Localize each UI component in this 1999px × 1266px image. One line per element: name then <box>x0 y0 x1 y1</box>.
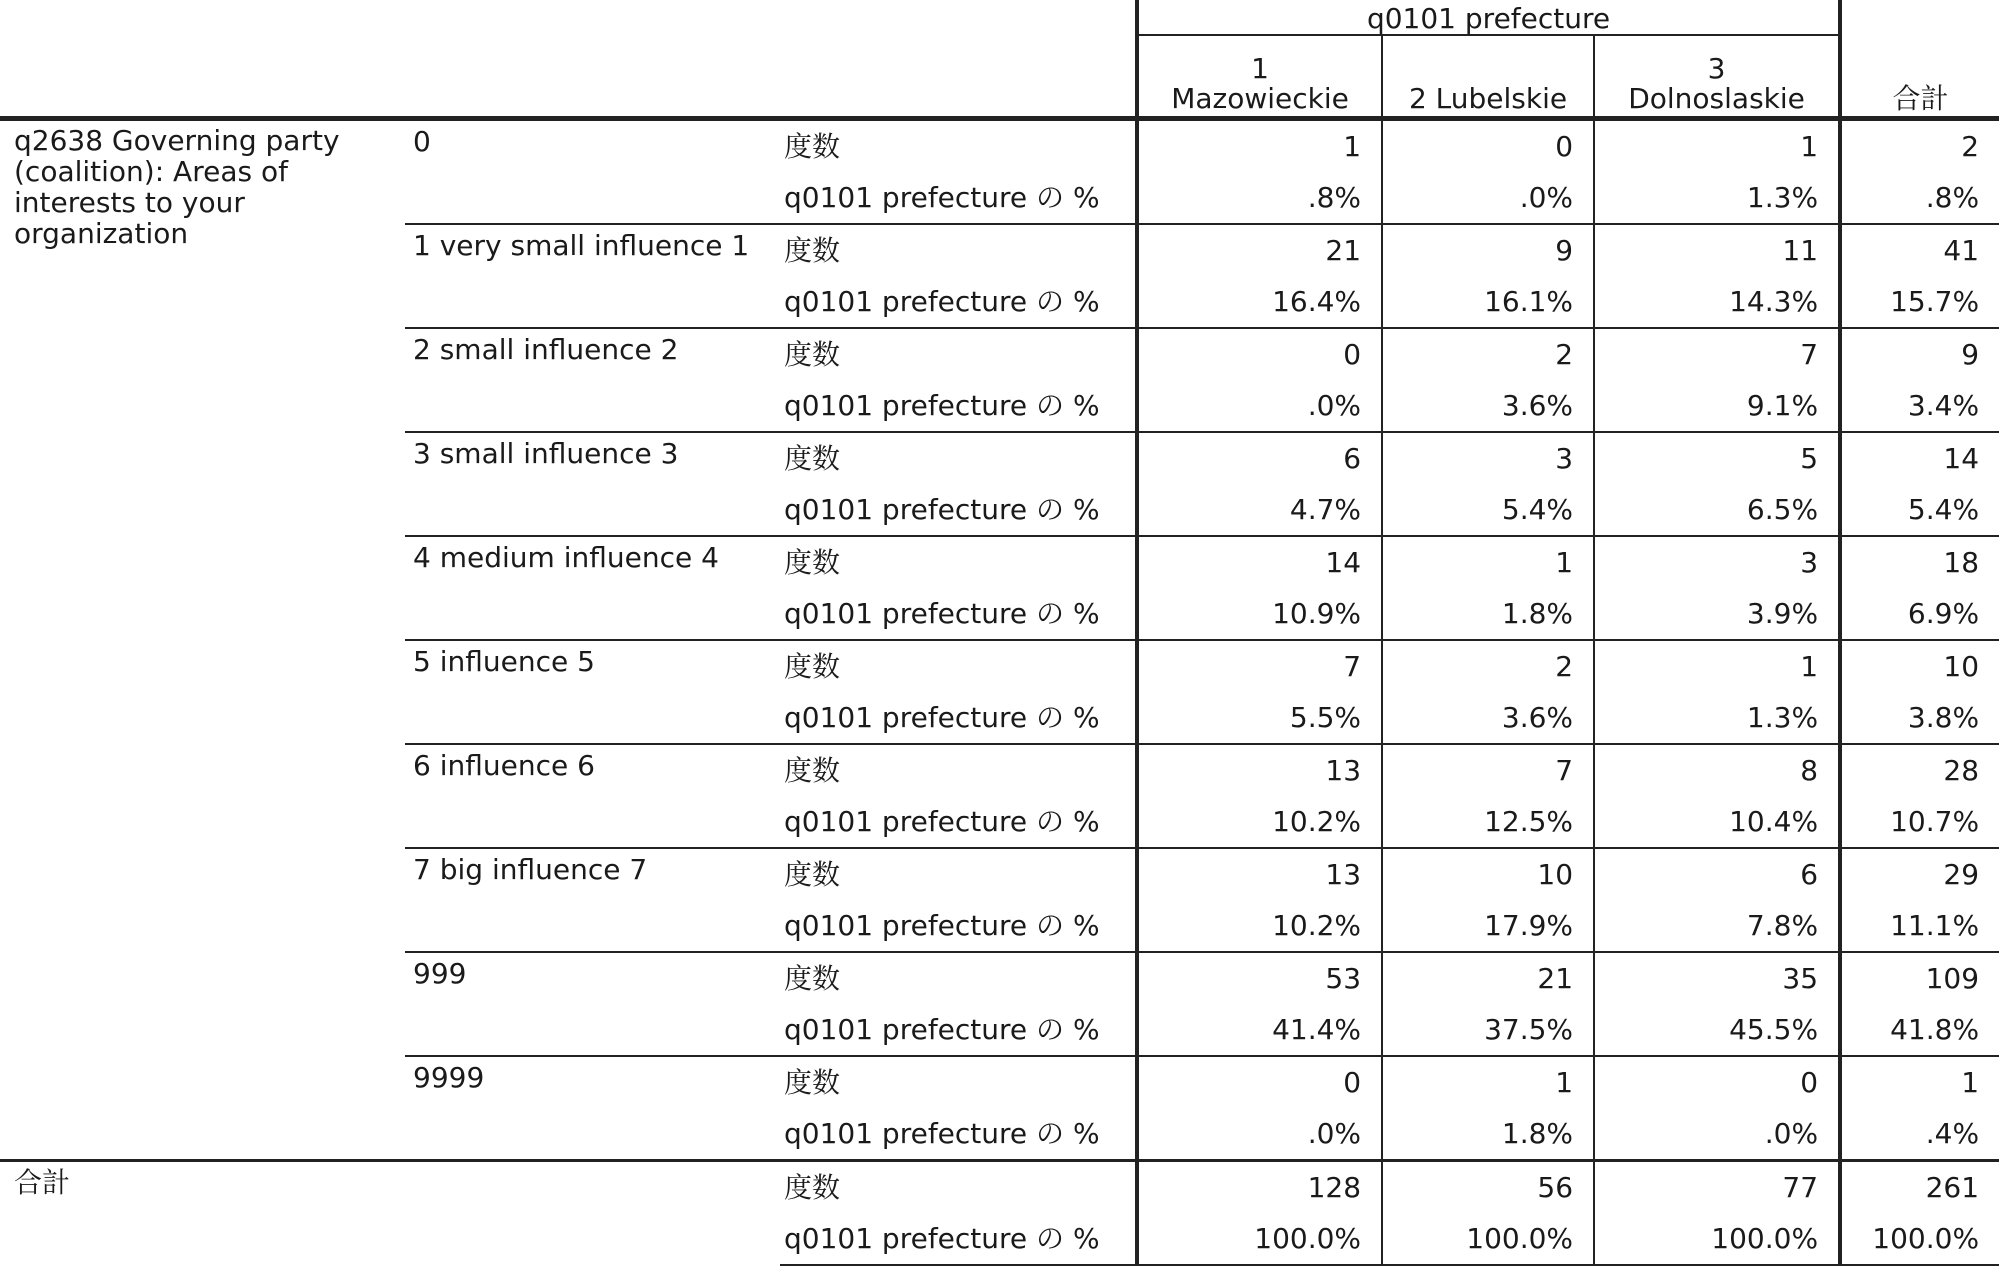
value-cell: 45.5% <box>1594 1004 1840 1056</box>
category-label: 0 <box>413 125 431 158</box>
value-cell: 10.9% <box>1137 588 1382 640</box>
stat-label-count: 度数 <box>780 952 1137 1004</box>
value-cell: 16.1% <box>1382 276 1594 328</box>
value-cell: 3 <box>1594 536 1840 588</box>
value-cell: 11 <box>1594 224 1840 276</box>
category-label: 3 small influence 3 <box>405 432 780 536</box>
value-cell: 5.5% <box>1137 692 1382 744</box>
value-cell: 3.9% <box>1594 588 1840 640</box>
stat-label-count: 度数 <box>780 744 1137 796</box>
stat-label-count: 度数 <box>780 432 1137 484</box>
value-cell: 0 <box>1382 119 1594 173</box>
stat-label-pct: q0101 prefecture の % <box>780 1213 1137 1265</box>
value-cell: 14 <box>1840 432 1999 484</box>
value-cell: 6.5% <box>1594 484 1840 536</box>
value-cell: 11.1% <box>1840 900 1999 952</box>
column-header-mazowieckie: 1 Mazowieckie <box>1137 35 1382 119</box>
value-cell: 29 <box>1840 848 1999 900</box>
value-cell: 12.5% <box>1382 796 1594 848</box>
value-cell: 13 <box>1137 744 1382 796</box>
value-cell: 18 <box>1840 536 1999 588</box>
stat-label-count: 度数 <box>780 1161 1137 1214</box>
value-cell: .0% <box>1382 172 1594 224</box>
header-blank <box>0 0 1137 35</box>
value-cell: 17.9% <box>1382 900 1594 952</box>
stat-label-pct: q0101 prefecture の % <box>784 388 1100 422</box>
value-cell: 77 <box>1594 1161 1840 1214</box>
value-cell: 1.8% <box>1382 1108 1594 1161</box>
stat-label-pct: q0101 prefecture の % <box>784 596 1100 630</box>
stat-label-count: 度数 <box>780 536 1137 588</box>
value-cell: 10.2% <box>1137 796 1382 848</box>
value-cell: 3.8% <box>1840 692 1999 744</box>
category-label: 2 small influence 2 <box>405 328 780 432</box>
category-label: 6 influence 6 <box>405 744 780 848</box>
value-cell: 56 <box>1382 1161 1594 1214</box>
value-cell: 53 <box>1137 952 1382 1004</box>
column-header-dolnoslaskie: 3 Dolnoslaskie <box>1594 35 1840 119</box>
value-cell: 7 <box>1594 328 1840 380</box>
value-cell: 1 <box>1594 119 1840 173</box>
value-cell: 35 <box>1594 952 1840 1004</box>
value-cell: 21 <box>1137 224 1382 276</box>
value-cell: 41.8% <box>1840 1004 1999 1056</box>
value-cell: 6 <box>1137 432 1382 484</box>
value-cell: 21 <box>1382 952 1594 1004</box>
value-cell: 16.4% <box>1137 276 1382 328</box>
value-cell: 10 <box>1840 640 1999 692</box>
category-label: 4 medium influence 4 <box>405 536 780 640</box>
value-cell: 8 <box>1594 744 1840 796</box>
value-cell: 5.4% <box>1382 484 1594 536</box>
value-cell: 1 <box>1382 536 1594 588</box>
value-cell: 100.0% <box>1137 1213 1382 1265</box>
value-cell: 1.8% <box>1382 588 1594 640</box>
value-cell: 0 <box>1137 1056 1382 1108</box>
value-cell: 3.6% <box>1382 380 1594 432</box>
value-cell: 28 <box>1840 744 1999 796</box>
value-cell: 14 <box>1137 536 1382 588</box>
category-label: 5 influence 5 <box>405 640 780 744</box>
value-cell: .8% <box>1840 172 1999 224</box>
value-cell: 3.4% <box>1840 380 1999 432</box>
value-cell: 1.3% <box>1594 172 1840 224</box>
value-cell: 1 <box>1840 1056 1999 1108</box>
value-cell: 100.0% <box>1594 1213 1840 1265</box>
stat-label-pct: q0101 prefecture の % <box>784 700 1100 734</box>
value-cell: 2 <box>1840 119 1999 173</box>
value-cell: 261 <box>1840 1161 1999 1214</box>
header-blank-total <box>1840 0 1999 35</box>
value-cell: 128 <box>1137 1161 1382 1214</box>
value-cell: 15.7% <box>1840 276 1999 328</box>
value-cell: 2 <box>1382 640 1594 692</box>
stat-label-pct: q0101 prefecture の % <box>784 1012 1100 1046</box>
value-cell: .8% <box>1137 172 1382 224</box>
stat-label-pct: q0101 prefecture の % <box>784 492 1100 526</box>
value-cell: 100.0% <box>1382 1213 1594 1265</box>
row-variable-label: q2638 Governing party (coalition): Areas of interests to your organization <box>14 124 340 250</box>
stat-label-count: 度数 <box>780 1056 1137 1108</box>
value-cell: 7 <box>1137 640 1382 692</box>
value-cell: .0% <box>1137 1108 1382 1161</box>
value-cell: 4.7% <box>1137 484 1382 536</box>
stat-label-count: 度数 <box>780 640 1137 692</box>
value-cell: 9 <box>1840 328 1999 380</box>
value-cell: 6.9% <box>1840 588 1999 640</box>
header-blank <box>0 35 1137 119</box>
stat-label-pct: q0101 prefecture の % <box>784 908 1100 942</box>
value-cell: 10 <box>1382 848 1594 900</box>
value-cell: 10.2% <box>1137 900 1382 952</box>
column-header-total: 合計 <box>1840 35 1999 119</box>
value-cell: 2 <box>1382 328 1594 380</box>
value-cell: 0 <box>1137 328 1382 380</box>
value-cell: 100.0% <box>1840 1213 1999 1265</box>
value-cell: 41.4% <box>1137 1004 1382 1056</box>
value-cell: 3 <box>1382 432 1594 484</box>
stat-label-pct: q0101 prefecture の % <box>784 804 1100 838</box>
value-cell: 7.8% <box>1594 900 1840 952</box>
stat-label-count: 度数 <box>780 328 1137 380</box>
value-cell: .0% <box>1137 380 1382 432</box>
category-label: 999 <box>405 952 780 1056</box>
value-cell: 6 <box>1594 848 1840 900</box>
value-cell: 1 <box>1382 1056 1594 1108</box>
value-cell: 5.4% <box>1840 484 1999 536</box>
value-cell: 9 <box>1382 224 1594 276</box>
stat-label-pct: q0101 prefecture の % <box>784 284 1100 318</box>
column-header-lubelskie: 2 Lubelskie <box>1382 35 1594 119</box>
stat-label-count: 度数 <box>780 224 1137 276</box>
value-cell: 1 <box>1137 119 1382 173</box>
value-cell: 14.3% <box>1594 276 1840 328</box>
category-label: 1 very small influence 1 <box>405 224 780 328</box>
value-cell: .0% <box>1594 1108 1840 1161</box>
value-cell: 3.6% <box>1382 692 1594 744</box>
value-cell: 109 <box>1840 952 1999 1004</box>
value-cell: 41 <box>1840 224 1999 276</box>
total-row <box>0 1161 1999 1214</box>
table-row <box>0 119 1999 173</box>
value-cell: 1.3% <box>1594 692 1840 744</box>
value-cell: 10.7% <box>1840 796 1999 848</box>
stat-label-count: 度数 <box>780 848 1137 900</box>
value-cell: 9.1% <box>1594 380 1840 432</box>
value-cell: 13 <box>1137 848 1382 900</box>
stat-label-count: 度数 <box>784 129 841 163</box>
total-label: 合計 <box>0 1161 780 1266</box>
value-cell: .4% <box>1840 1108 1999 1161</box>
category-label: 7 big influence 7 <box>405 848 780 952</box>
column-variable-header: q0101 prefecture <box>1137 0 1840 35</box>
category-label: 9999 <box>405 1056 780 1161</box>
value-cell: 5 <box>1594 432 1840 484</box>
value-cell: 1 <box>1594 640 1840 692</box>
value-cell: 0 <box>1594 1056 1840 1108</box>
stat-label-pct: q0101 prefecture の % <box>784 1116 1100 1150</box>
value-cell: 7 <box>1382 744 1594 796</box>
stat-label-pct: q0101 prefecture の % <box>784 180 1100 214</box>
value-cell: 37.5% <box>1382 1004 1594 1056</box>
value-cell: 10.4% <box>1594 796 1840 848</box>
